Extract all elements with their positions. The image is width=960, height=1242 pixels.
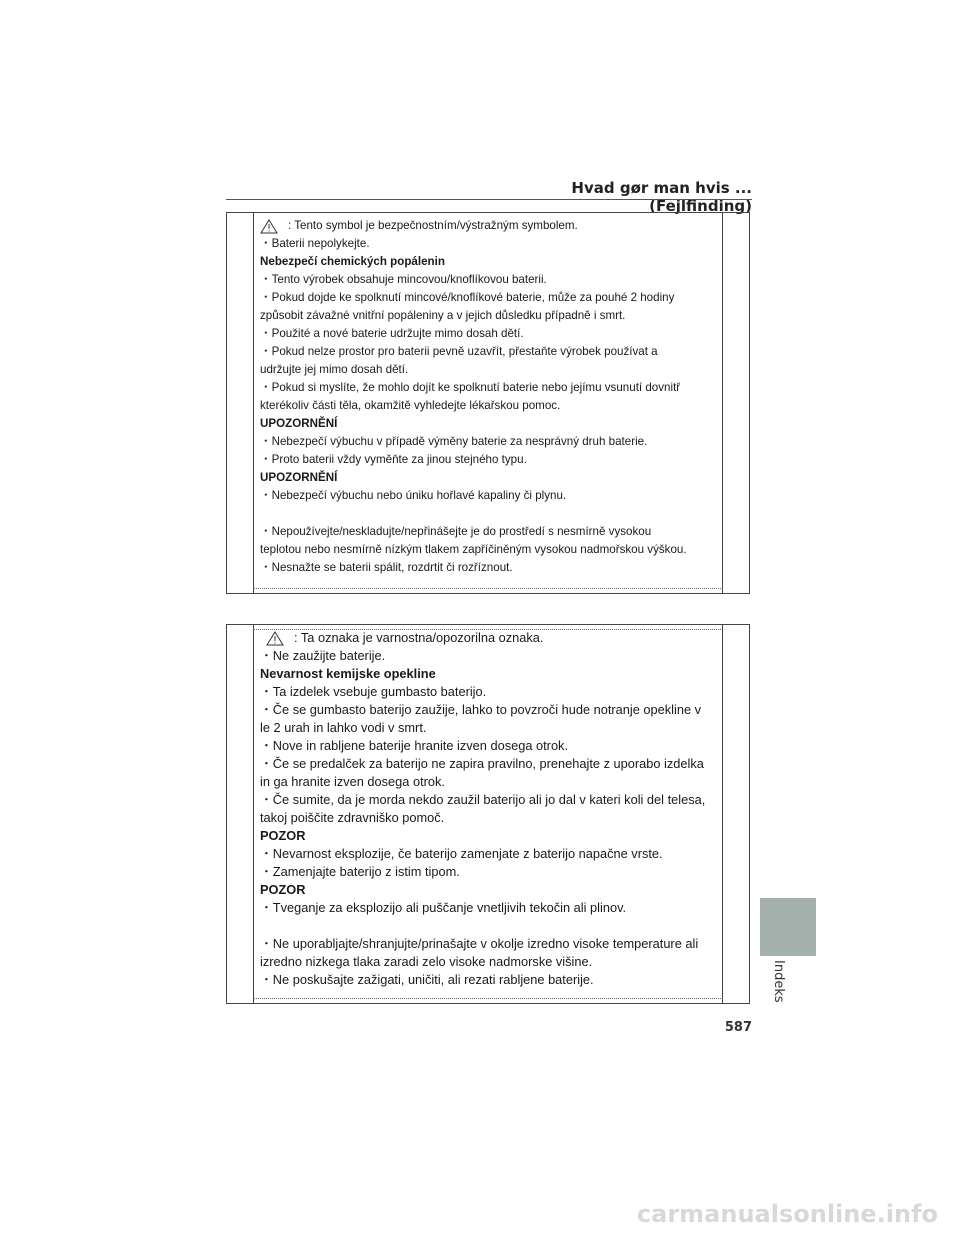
text-line: ・Če sumite, da je morda nekdo zaužil baterijo ali jo dal v kateri koli del telesa, <box>260 792 706 807</box>
text-line: ・Ne zaužijte baterije. <box>260 648 386 663</box>
czech-warning-text <box>260 217 719 577</box>
index-tab-label: Indeks <box>771 960 786 1003</box>
slovenian-warning-box <box>226 624 750 1004</box>
warning-symbol-text: : Ta oznaka je varnostna/opozorilna oznaka. <box>294 630 544 645</box>
czech-warning-box <box>226 212 750 594</box>
text-line: ・Baterii nepolykejte. <box>260 237 370 250</box>
text-line: ・Tveganje za eksplozijo ali puščanje vnetljivih tekočin ali plinov. <box>260 900 627 915</box>
text-line: ・Nepoužívejte/neskladujte/nepřinášejte je do prostředí s nesmírně vysokou <box>260 525 652 538</box>
section-heading: POZOR <box>260 882 306 897</box>
text-line: ・Pokud nelze prostor pro baterii pevně uzavřít, přestaňte výrobek používat a <box>260 345 658 358</box>
box-inner-rule <box>253 588 723 589</box>
watermark: carmanualsonline.info <box>636 1200 938 1228</box>
text-line: ・Zamenjajte baterijo z istim tipom. <box>260 864 460 879</box>
warning-triangle-icon <box>260 219 278 234</box>
text-line: ・Če se predalček za baterijo ne zapira pravilno, prenehajte z uporabo izdelka <box>260 756 704 771</box>
text-line: ・Nebezpečí výbuchu nebo úniku hořlavé kapaliny či plynu. <box>260 489 567 502</box>
text-line: ・Nevarnost eksplozije, če baterijo zamenjate z baterijo napačne vrste. <box>260 846 663 861</box>
text-line: kterékoliv části těla, okamžitě vyhledejte lékařskou pomoc. <box>260 399 561 412</box>
text-line: ・Tento výrobek obsahuje mincovou/knoflíkovou baterii. <box>260 273 547 286</box>
text-line: ・Če se gumbasto baterijo zaužije, lahko to povzroči hude notranje opekline v <box>260 702 702 717</box>
section-title: Hvad gør man hvis ... (Fejlfinding) <box>571 179 752 215</box>
text-line: ・Ne uporabljajte/shranjujte/prinašajte v okolje izredno visoke temperature ali <box>260 936 699 951</box>
blank-line <box>260 505 719 523</box>
index-tab[interactable] <box>760 898 816 956</box>
page-number: 587 <box>724 1020 752 1035</box>
text-line: takoj poiščite zdravniško pomoč. <box>260 810 445 825</box>
text-line: ・Proto baterii vždy vyměňte za jinou stejného typu. <box>260 453 527 466</box>
text-line: izredno nizkega tlaka zaradi zelo visoke nadmorske višine. <box>260 954 593 969</box>
text-line: teplotou nebo nesmírně nízkým tlakem zapříčiněným vysokou nadmořskou výškou. <box>260 543 687 556</box>
text-line: ・Ne poskušajte zažigati, uničiti, ali rezati rabljene baterije. <box>260 972 594 987</box>
warning-symbol-line <box>260 629 719 647</box>
section-heading: UPOZORNĚNÍ <box>260 471 338 484</box>
blank-line <box>260 917 719 935</box>
section-heading: Nebezpečí chemických popálenin <box>260 255 445 268</box>
warning-symbol-text: : Tento symbol je bezpečnostním/výstražným symbolem. <box>288 219 578 232</box>
text-line: le 2 urah in lahko vodi v smrt. <box>260 720 427 735</box>
section-heading: UPOZORNĚNÍ <box>260 417 338 430</box>
warning-symbol-line <box>260 217 719 235</box>
text-line: ・Pokud si myslíte, že mohlo dojít ke spolknutí baterie nebo jejímu vsunutí dovnitř <box>260 381 681 394</box>
box-inner-rule <box>253 998 723 999</box>
text-line: ・Ta izdelek vsebuje gumbasto baterijo. <box>260 684 487 699</box>
text-line: ・Nebezpečí výbuchu v případě výměny baterie za nesprávný druh baterie. <box>260 435 648 448</box>
text-line: ・Použité a nové baterie udržujte mimo dosah dětí. <box>260 327 524 340</box>
warning-triangle-icon <box>266 631 284 646</box>
text-line: ・Nove in rabljene baterije hranite izven dosega otrok. <box>260 738 569 753</box>
text-line: in ga hranite izven dosega otrok. <box>260 774 445 789</box>
section-heading: POZOR <box>260 828 306 843</box>
text-line: ・Pokud dojde ke spolknutí mincové/knoflíkové baterie, může za pouhé 2 hodiny <box>260 291 675 304</box>
header-divider <box>226 199 752 200</box>
slovenian-warning-text <box>260 629 719 989</box>
section-heading: Nevarnost kemijske opekline <box>260 666 436 681</box>
text-line: udržujte jej mimo dosah dětí. <box>260 363 409 376</box>
text-line: způsobit závažné vnitřní popáleniny a v jejich důsledku případně i smrt. <box>260 309 626 322</box>
text-line: ・Nesnažte se baterii spálit, rozdrtit či rozříznout. <box>260 561 513 574</box>
